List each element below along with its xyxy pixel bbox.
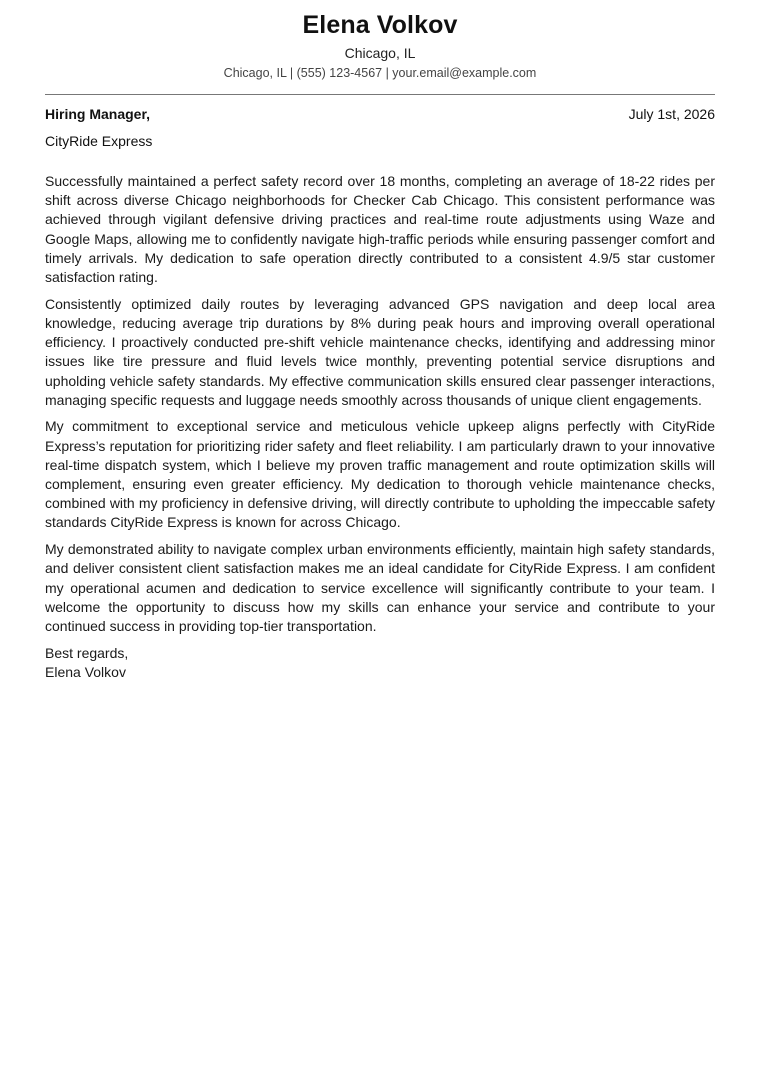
- closing-phrase: Best regards,: [45, 645, 129, 661]
- header-divider: [45, 94, 715, 95]
- body-paragraph: Successfully maintained a perfect safety record over 18 months, completing an average of 18-22 rides per shift across diverse Chicago neighborhoods for Checker Cab Chicago. This consistent performance was achieved through vigilant defensive driving practices and real-time route adjustments using Waze and Google Maps, allowing me to confidently navigate high-traffic periods while ensuring passenger comfort and timely arrivals. My dedication to safe operation directly contributed to a consistent 4.9/5 star customer satisfaction rating.: [45, 173, 715, 286]
- letter-body: [45, 172, 715, 644]
- recipient-salutation: Hiring Manager,: [45, 106, 151, 122]
- applicant-city: Chicago, IL: [344, 45, 416, 61]
- closing-block: [45, 644, 128, 682]
- company-name: CityRide Express: [45, 133, 153, 149]
- contact-line: Chicago, IL | (555) 123-4567 | your.email@example.com: [223, 66, 537, 80]
- body-paragraph: My demonstrated ability to navigate complex urban environments efficiently, maintain high safety standards, and deliver consistent client satisfaction makes me an ideal candidate for CityRide Express. I am confident my operational acumen and dedication to service excellence will significantly contribute to your team. I welcome the opportunity to discuss how my skills can enhance your service and contribute to your continued success in providing top-tier transportation.: [45, 541, 715, 634]
- letter-date: July 1st, 2026: [628, 106, 715, 122]
- signature-name: Elena Volkov: [45, 664, 126, 681]
- applicant-name: Elena Volkov: [302, 11, 458, 39]
- body-paragraph: Consistently optimized daily routes by leveraging advanced GPS navigation and deep local area knowledge, reducing average trip durations by 8% during peak hours and improving overall operational efficiency. I proactively conducted pre-shift vehicle maintenance checks, identifying and addressing minor issues like tire pressure and fluid levels twice monthly, preventing potential service disruptions and upholding vehicle safety standards. My effective communication skills ensured clear passenger interactions, managing specific requests and luggage needs smoothly across thousands of unique client engagements.: [45, 295, 715, 408]
- body-paragraph: My commitment to exceptional service and meticulous vehicle upkeep aligns perfectly with CityRide Express’s reputation for prioritizing rider safety and fleet reliability. I am particularly drawn to your innovative real-time dispatch system, which I believe my proven traffic management and route optimization skills will complement, ensuring even greater efficiency. My dedication to thorough vehicle maintenance checks, combined with my proficiency in defensive driving, will directly contribute to upholding the impeccable safety standards CityRide Express is known for across Chicago.: [45, 418, 715, 531]
